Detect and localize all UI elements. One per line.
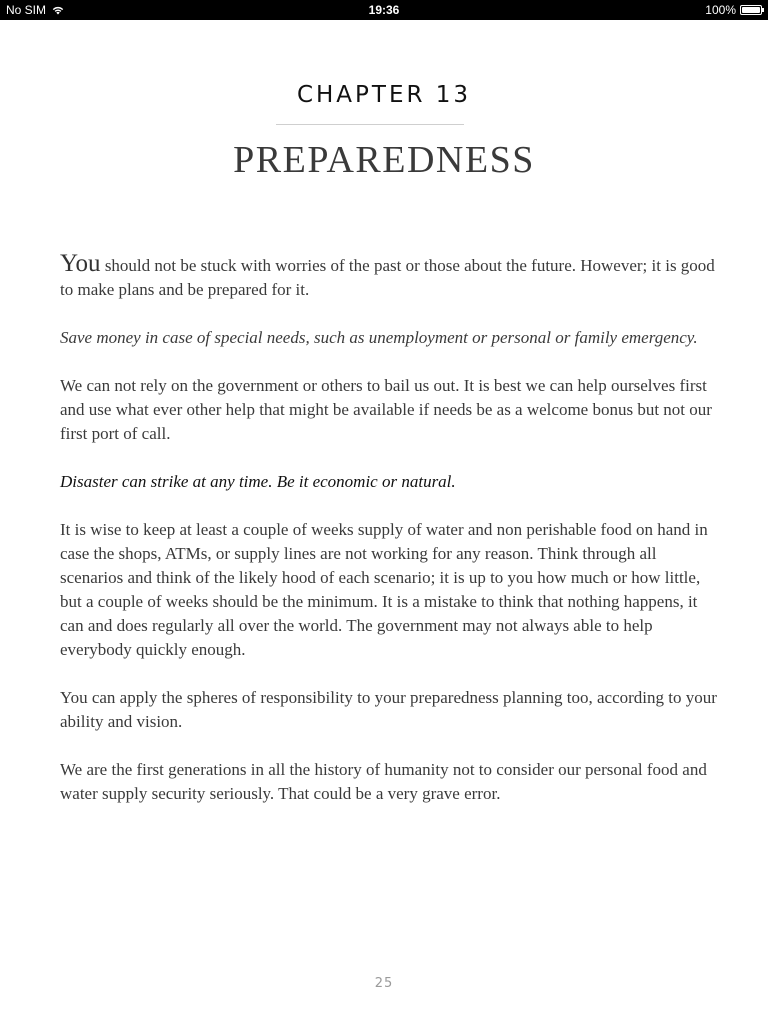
paragraph-1-text: should not be stuck with worries of the past or those about the future. However; it is good to make plans and be prepared for it. [60,256,715,299]
paragraph-4: Disaster can strike at any time. Be it economic or natural. [60,472,456,491]
paragraph-6: You can apply the spheres of responsibility to your preparedness planning too, according to your ability and vision. [60,688,717,731]
paragraph-7: We are the first generations in all the history of humanity not to consider our personal food and water supply security seriously. That could be a very grave error. [60,760,707,803]
battery-icon [740,5,762,15]
chapter-title: PREPAREDNESS [233,139,535,181]
paragraph-2: Save money in case of special needs, such as unemployment or personal or family emergency. [60,328,698,347]
status-bar [0,0,768,20]
paragraph-5: It is wise to keep at least a couple of weeks supply of water and non perishable food on hand in case the shops, ATMs, or supply lines are not working for any reason. Think through all scenarios and think of the likely hood of each scenario; it is up to you how much or how little, but a couple of weeks should be the minimum. It is a mistake to think that nothing happens, it can and does regularly all over the world. The government may not always able to help everybody quickly enough. [60,520,708,659]
chapter-number: CHAPTER 13 [296,82,472,108]
page-body [60,252,720,830]
battery-group [705,3,762,17]
lead-word: You [60,250,101,277]
page-number: 25 [374,976,394,991]
battery-fill [742,7,760,13]
paragraph-1 [60,252,720,302]
paragraph-3: We can not rely on the government or others to bail us out. It is best we can help ourselves first and use what ever other help that might be available if needs be as a welcome bonus but not our first port of call. [60,376,712,443]
carrier-label: No SIM [6,3,47,17]
battery-percent: 100% [705,3,736,17]
clock: 19:36 [368,3,400,17]
chapter-divider [276,124,464,125]
